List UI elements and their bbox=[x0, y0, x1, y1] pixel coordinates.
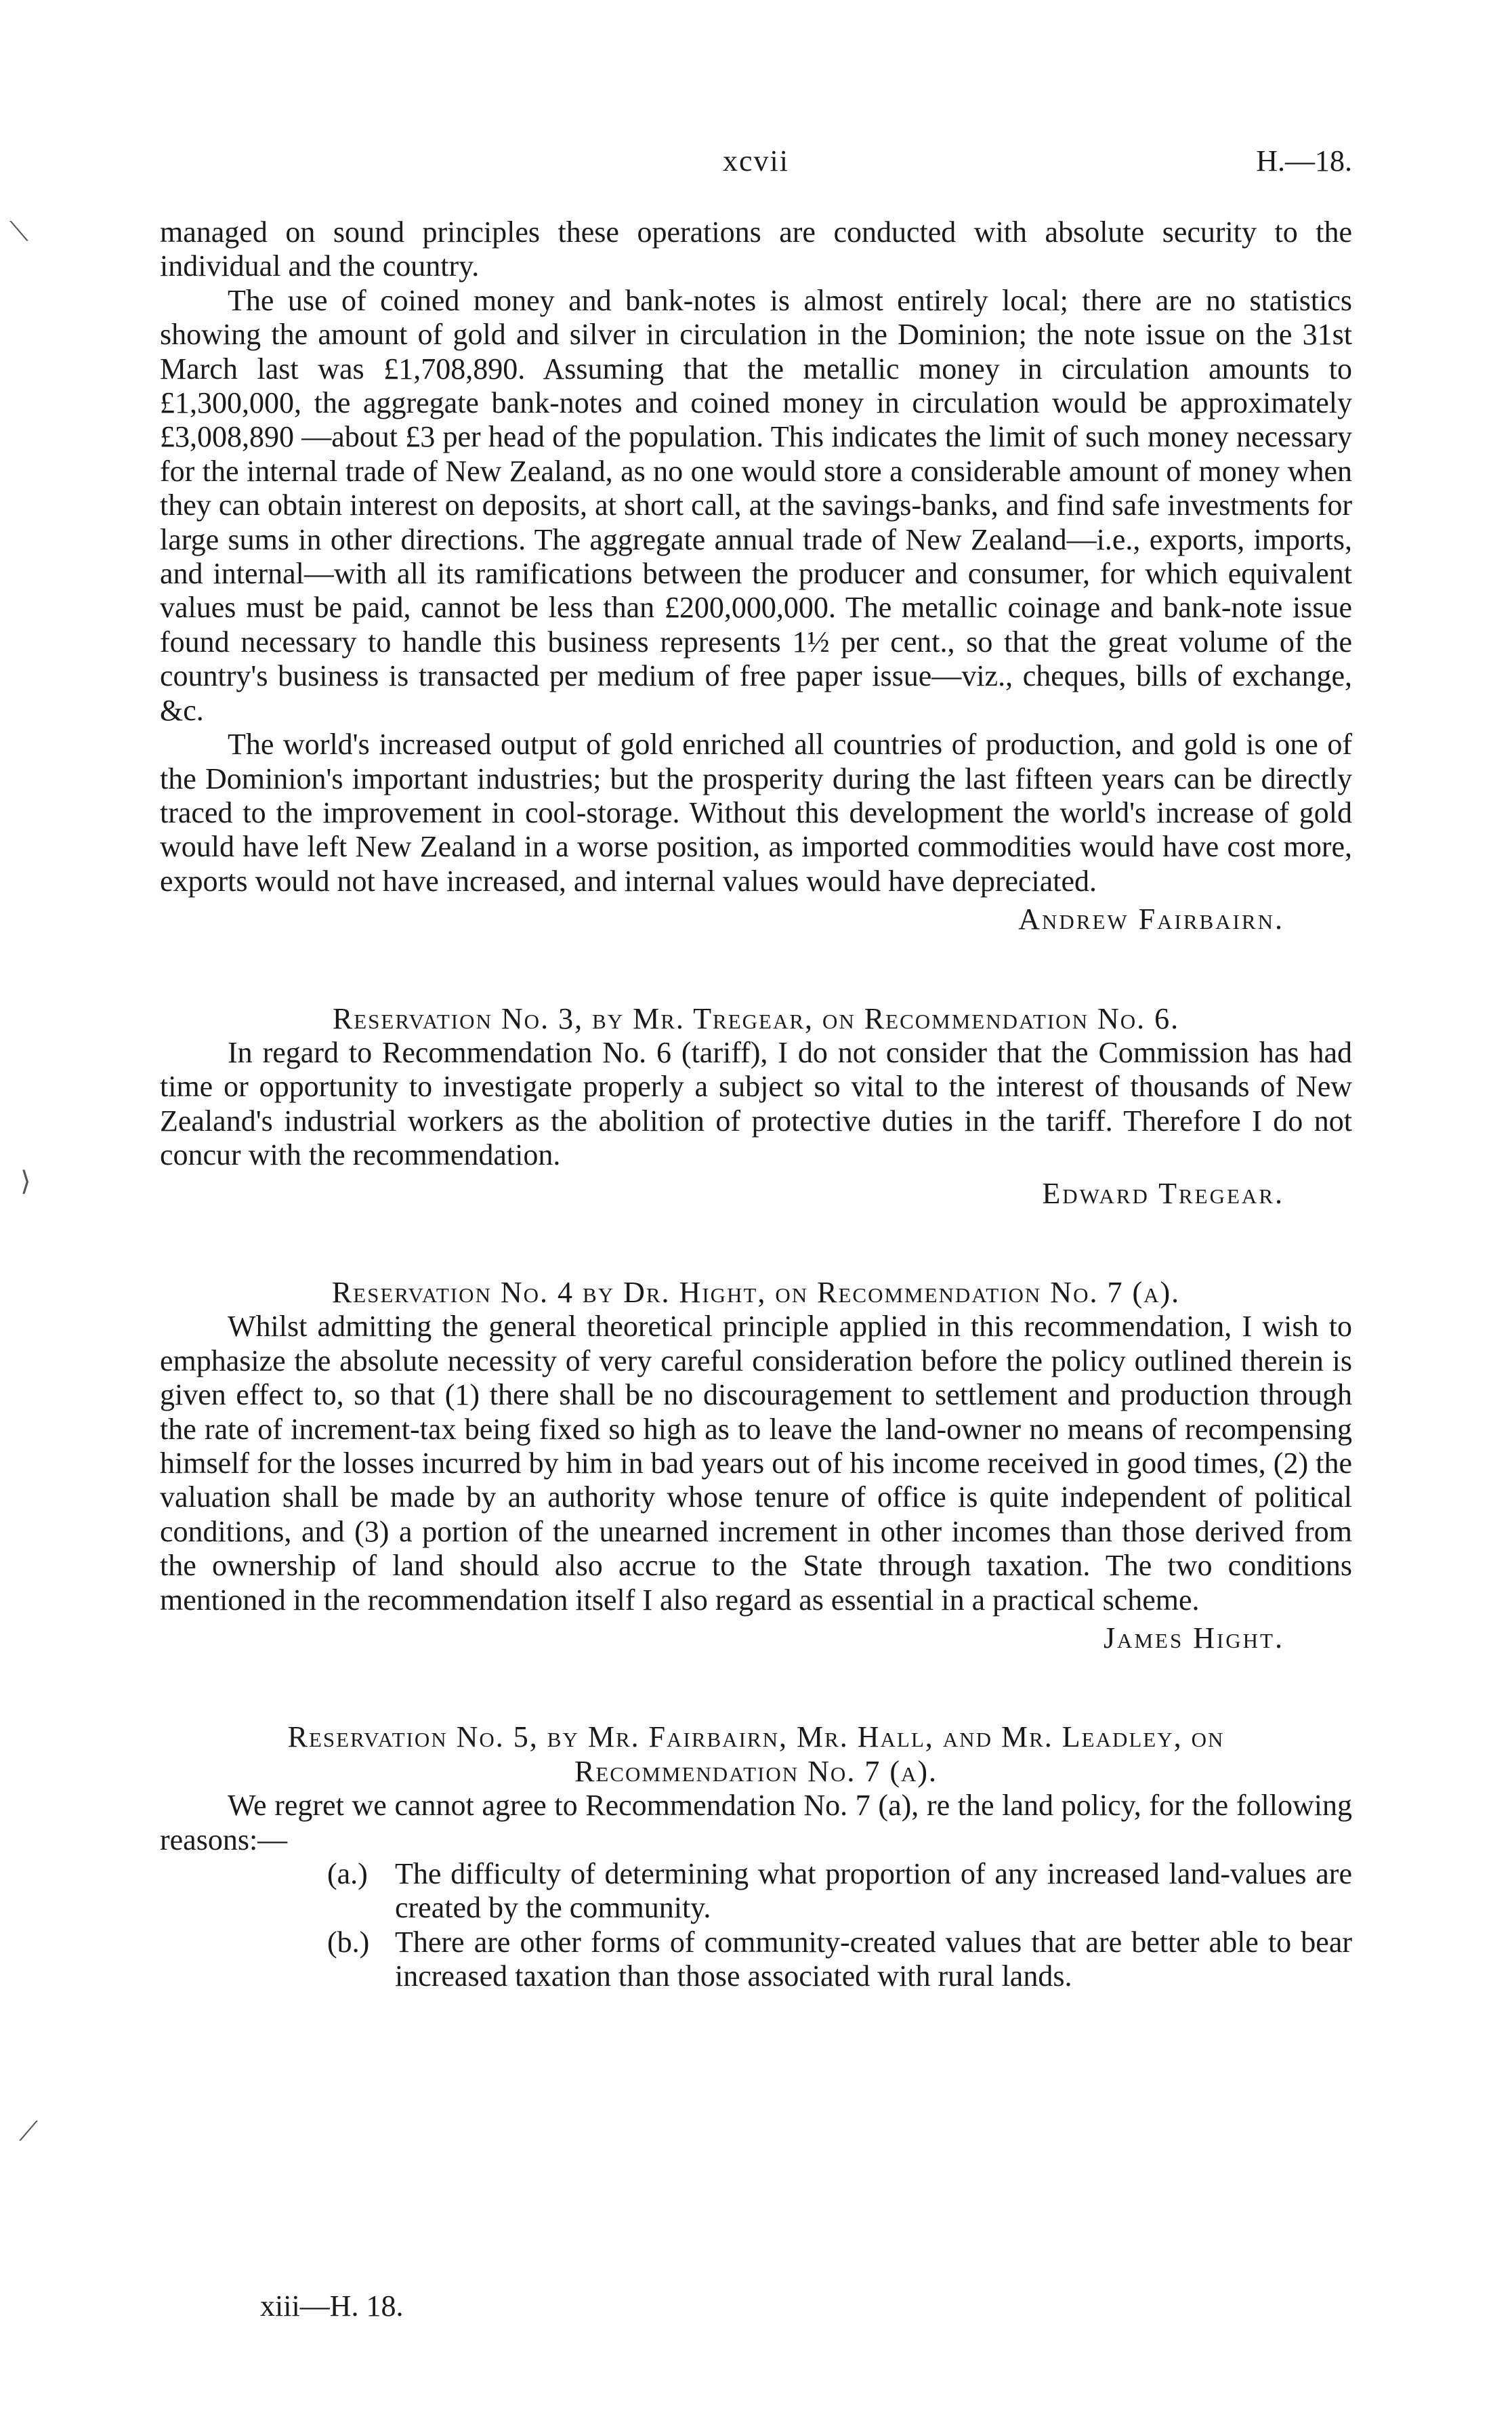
reservation-3-section bbox=[160, 1002, 1352, 1211]
reason-label: (b.) bbox=[327, 1925, 370, 1959]
reservation-3-heading: Reservation No. 3, by Mr. Tregear, on Recommendation No. 6. bbox=[332, 1001, 1180, 1035]
signature-mark: xiii—H. 18. bbox=[260, 2289, 404, 2323]
reason-text: The difficulty of determining what proportion of any increased land-values are created by the community. bbox=[395, 1857, 1352, 1925]
intro-paragraph-1: managed on sound principles these operations are conducted with absolute security to the individual and the country. bbox=[160, 215, 1352, 283]
reservation-5-heading-line-1: Reservation No. 5, by Mr. Fairbairn, Mr. Hall, and Mr. Leadley, on bbox=[287, 1720, 1225, 1754]
reservation-3-text: In regard to Recommendation No. 6 (tariff), I do not consider that the Commission has had time or opportunity to investigate properly a subject so vital to the interest of thousands of New Zealand's industrial workers as the abolition of protective duties in the tariff. Therefore I do not concur with the recommendation. bbox=[160, 1035, 1352, 1172]
margin-mark: ⟩ bbox=[20, 1166, 31, 1197]
signature-tregear: Edward Tregear. bbox=[1042, 1176, 1284, 1210]
margin-mark: ⟍ bbox=[9, 216, 28, 247]
page-header bbox=[160, 144, 1352, 184]
margin-mark: ⟋ bbox=[19, 2116, 38, 2146]
reservation-5-heading-line-2: Recommendation No. 7 (a). bbox=[574, 1754, 938, 1788]
reservation-5-text: We regret we cannot agree to Recommendation No. 7 (a), re the land policy, for the following reasons:— bbox=[160, 1789, 1352, 1856]
intro-paragraph-3: The world's increased output of gold enriched all countries of production, and gold is one of the Dominion's important industries; but the prosperity during the last fifteen years can be directly traced to the improvement in cool-storage. Without this development the world's increase of gold would have left New Zealand in a worse position, as imported commodities would have cost more, exports would not have increased, and internal values would have depreciated. bbox=[160, 728, 1352, 898]
reservation-4-text: Whilst admitting the general theoretical principle applied in this recommendation, I wish to emphasize the absolute necessity of very careful consideration before the policy outlined therein is given effect to, so that (1) there shall be no discouragement to settlement and production through the rate of increment-tax being fixed so high as to leave the land-owner no means of recompensing himself for the losses incurred by him in bad years out of his income received in good times, (2) the valuation shall be made by an authority whose tenure of office is quite independent of political conditions, and (3) a portion of the unearned increment in other incomes than those derived from the ownership of land should also accrue to the State through taxation. The two conditions mentioned in the recommendation itself I also regard as essential in a practical scheme. bbox=[160, 1310, 1352, 1617]
signature-fairbairn: Andrew Fairbairn. bbox=[1018, 902, 1284, 936]
reservation-4-section bbox=[160, 1276, 1352, 1655]
intro-paragraph-2: The use of coined money and bank-notes is almost entirely local; there are no statistics showing the amount of gold and silver in circulation in the Dominion; the note issue on the 31st March last was £1,708,890. Assuming that the metallic money in circulation amounts to £1,300,000, the aggregate bank-notes and coined money in circulation would be approximately £3,008,890 —about £3 per head of the population. This indicates the limit of such money necessary for the internal trade of New Zealand, as no one would store a considerable amount of money when they can obtain interest on deposits, at short call, at the savings-banks, and find safe investments for large sums in other directions. The aggregate annual trade of New Zealand—i.e., exports, imports, and internal—with all its ramifications between the producer and consumer, for which equivalent values must be paid, cannot be less than £200,000,000. The metallic coinage and bank-note issue found necessary to handle this business represents 1½ per cent., so that the great volume of the country's business is transacted per medium of free paper issue—viz., cheques, bills of exchange, &c. bbox=[160, 283, 1352, 727]
page-folio: xcvii bbox=[723, 144, 789, 178]
reasons-list bbox=[160, 1857, 1352, 1994]
document-body bbox=[160, 215, 1352, 1994]
reason-item bbox=[160, 1926, 1352, 1994]
reason-label: (a.) bbox=[327, 1857, 368, 1891]
signature-hight: James Hight. bbox=[1103, 1621, 1284, 1655]
document-reference: H.—18. bbox=[1256, 144, 1352, 178]
reason-text: There are other forms of community-created values that are better able to bear increased taxation than those associated with rural lands. bbox=[395, 1925, 1352, 1993]
reservation-4-heading: Reservation No. 4 by Dr. Hight, on Recommendation No. 7 (a). bbox=[331, 1275, 1181, 1309]
reservation-5-section bbox=[160, 1720, 1352, 1993]
reservation-5-heading bbox=[160, 1720, 1352, 1789]
intro-section bbox=[160, 215, 1352, 937]
reason-item bbox=[160, 1857, 1352, 1926]
